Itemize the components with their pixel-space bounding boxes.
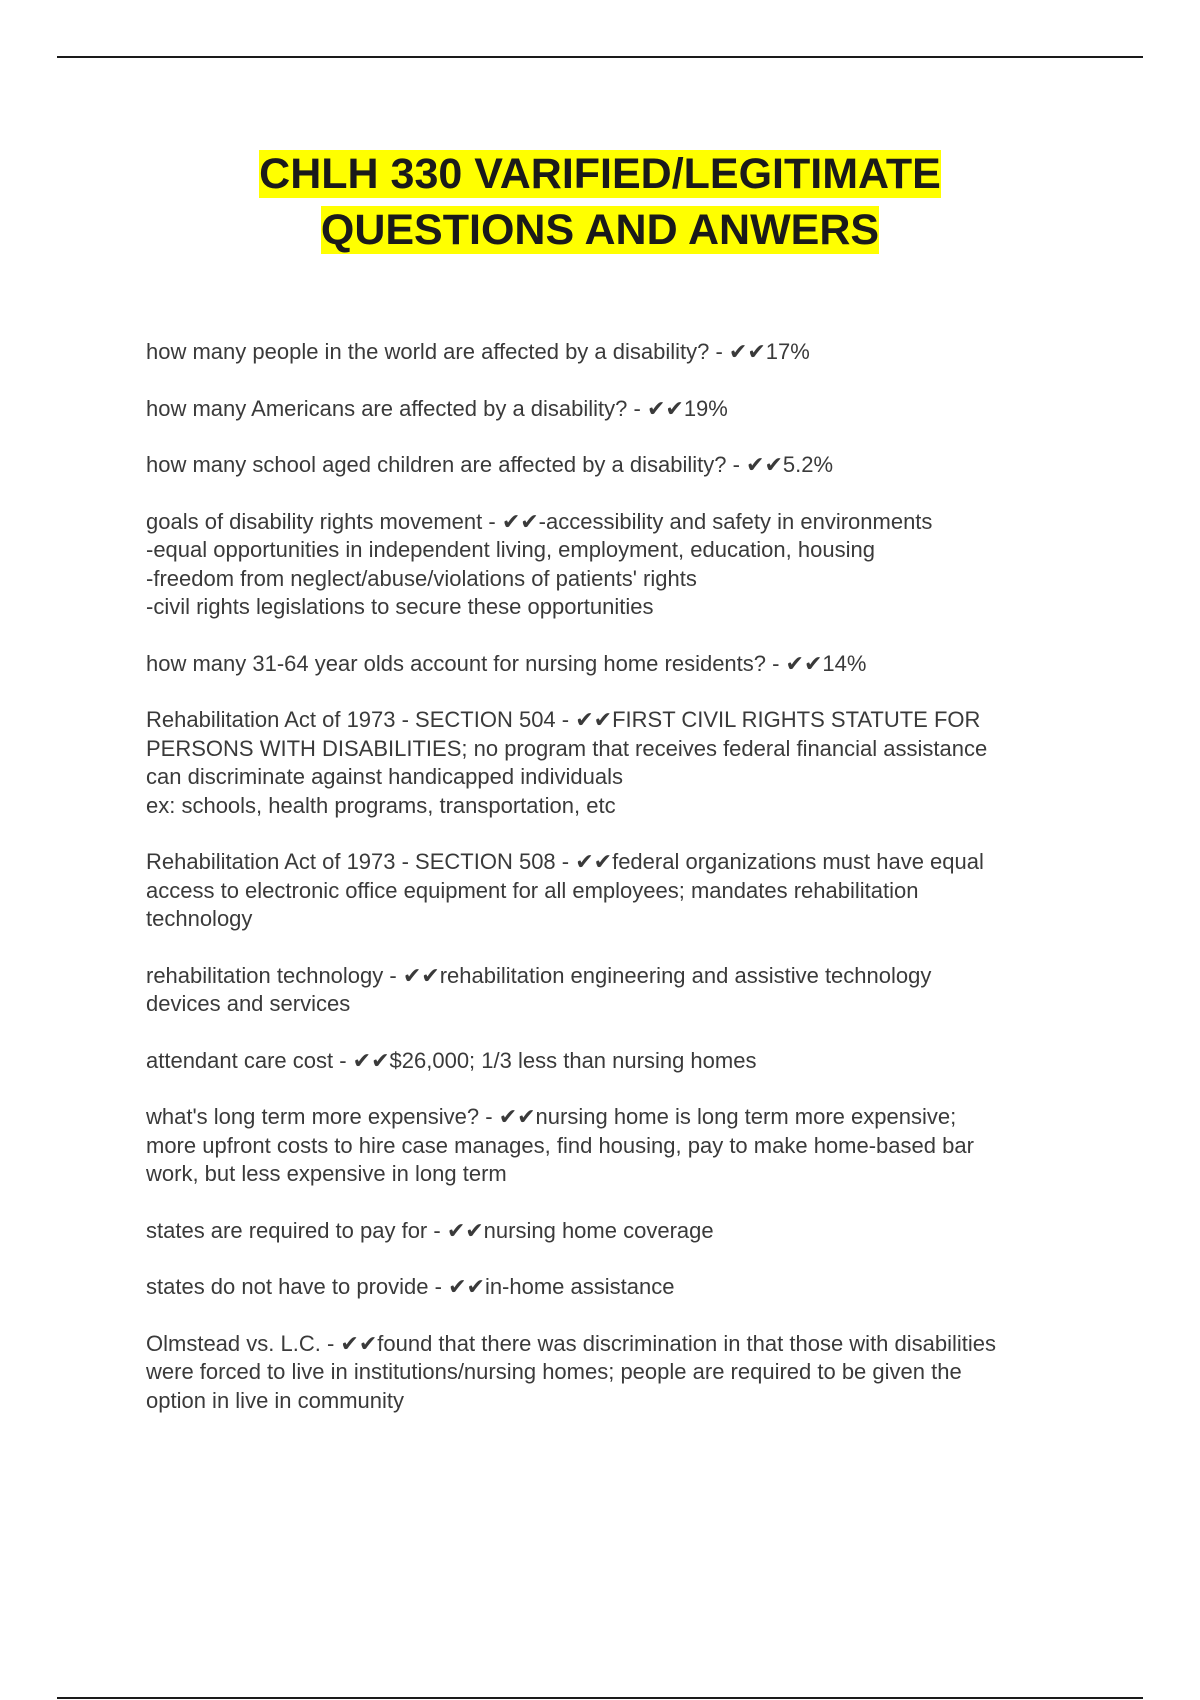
qa-line: Rehabilitation Act of 1973 - SECTION 504 - ✔✔FIRST CIVIL RIGHTS STATUTE FOR <box>146 707 981 732</box>
qa-entry <box>146 338 1086 367</box>
qa-line: Rehabilitation Act of 1973 - SECTION 508 - ✔✔federal organizations must have equal <box>146 849 984 874</box>
qa-line: ex: schools, health programs, transportation, etc <box>146 792 616 818</box>
qa-line: -equal opportunities in independent living, employment, education, housing <box>146 537 875 562</box>
qa-entry <box>146 1103 1086 1189</box>
qa-entry <box>146 848 1086 934</box>
qa-line: work, but less expensive in long term <box>146 1161 507 1186</box>
qa-entry <box>146 1273 1086 1302</box>
qa-line: goals of disability rights movement - ✔✔-accessibility and safety in environments <box>146 508 933 534</box>
qa-line: what's long term more expensive? - ✔✔nursing home is long term more expensive; <box>146 1104 957 1129</box>
qa-entry <box>146 508 1086 622</box>
qa-line: how many 31-64 year olds account for nursing home residents? - ✔✔14% <box>146 650 867 676</box>
qa-entry <box>146 451 1086 480</box>
qa-line: states are required to pay for - ✔✔nursing home coverage <box>146 1217 714 1243</box>
qa-line: PERSONS WITH DISABILITIES; no program that receives federal financial assistance <box>146 735 988 761</box>
qa-line: states do not have to provide - ✔✔in-home assistance <box>146 1274 675 1299</box>
qa-line: access to electronic office equipment for all employees; mandates rehabilitation <box>146 877 919 903</box>
qa-line: can discriminate against handicapped individuals <box>146 764 623 789</box>
top-rule <box>57 56 1143 58</box>
qa-line: attendant care cost - ✔✔$26,000; 1/3 less than nursing homes <box>146 1047 757 1073</box>
qa-line: -civil rights legislations to secure these opportunities <box>146 594 654 619</box>
qa-line: Olmstead vs. L.C. - ✔✔found that there was discrimination in that those with disabilities <box>146 1330 997 1356</box>
bottom-rule <box>57 1697 1143 1699</box>
qa-line: technology <box>146 906 253 931</box>
qa-line: devices and services <box>146 991 351 1016</box>
qa-line: option in live in community <box>146 1387 405 1413</box>
qa-entry <box>146 1047 1086 1076</box>
qa-entry <box>146 395 1086 424</box>
qa-line: more upfront costs to hire case manages, find housing, pay to make home-based bar <box>146 1132 974 1158</box>
qa-line: were forced to live in institutions/nursing homes; people are required to be given the <box>146 1359 962 1384</box>
qa-line: how many Americans are affected by a disability? - ✔✔19% <box>146 395 728 421</box>
title-line-2: QUESTIONS AND ANWERS <box>320 206 880 254</box>
qa-entry <box>146 650 1086 679</box>
qa-entry <box>146 706 1086 820</box>
page-title <box>0 146 1200 258</box>
qa-line: rehabilitation technology - ✔✔rehabilitation engineering and assistive technology <box>146 962 932 988</box>
qa-entry <box>146 962 1086 1019</box>
qa-entry <box>146 1217 1086 1246</box>
qa-list <box>146 338 1086 1443</box>
qa-line: -freedom from neglect/abuse/violations of patients' rights <box>146 565 697 591</box>
qa-line: how many school aged children are affected by a disability? - ✔✔5.2% <box>146 452 834 477</box>
title-line-1: CHLH 330 VARIFIED/LEGITIMATE <box>259 150 941 198</box>
qa-line: how many people in the world are affected by a disability? - ✔✔17% <box>146 339 810 364</box>
qa-entry <box>146 1330 1086 1416</box>
